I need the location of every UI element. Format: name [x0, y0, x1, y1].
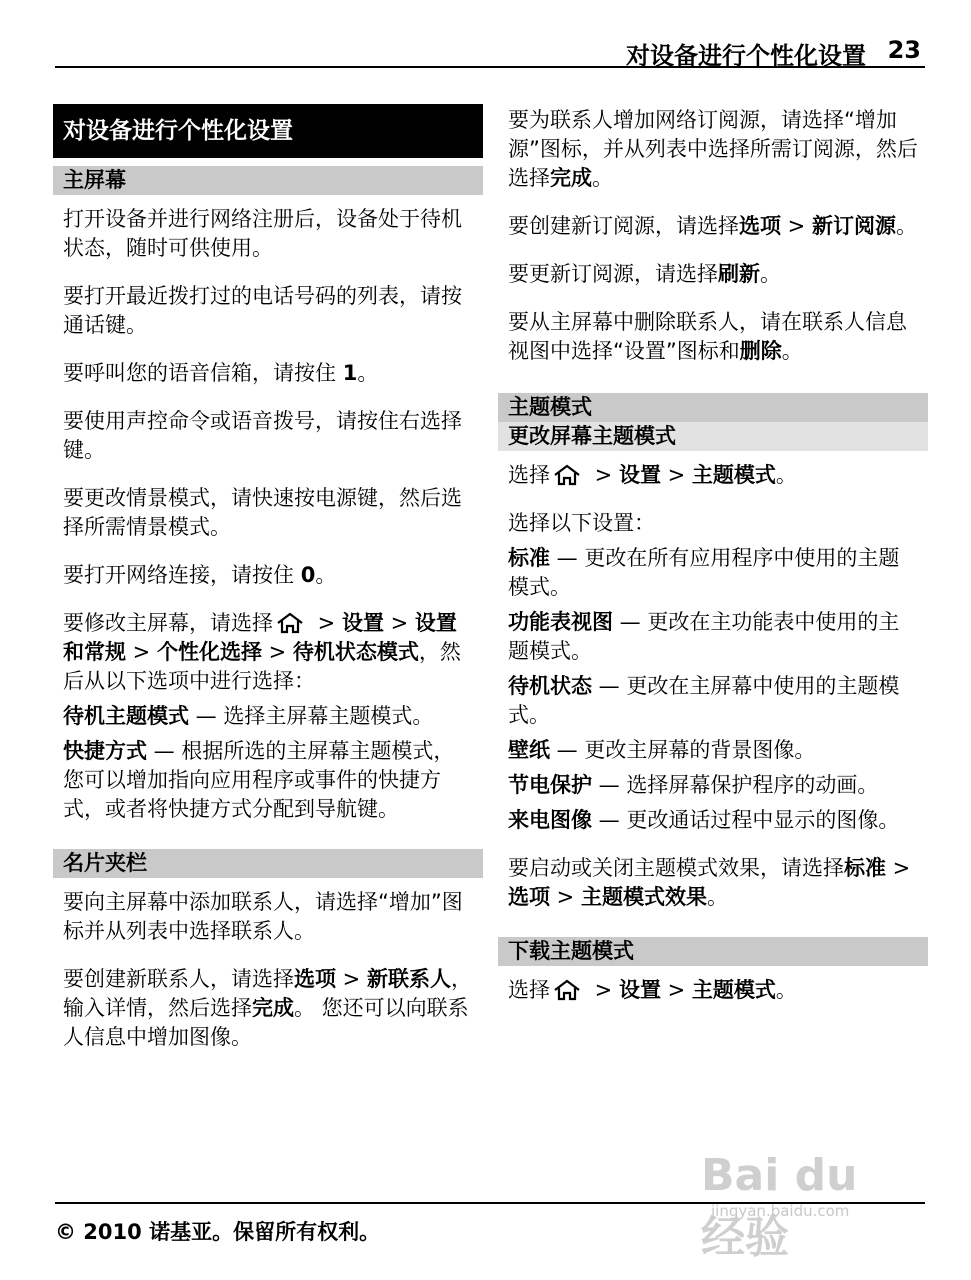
subheading-change-theme: 更改屏幕主题模式 — [498, 422, 928, 451]
watermark-url: jingyan.baidu.com — [711, 1202, 850, 1220]
section-heading-home-screen: 主屏幕 — [53, 166, 483, 195]
paragraph: 要打开最近拨打过的电话号码的列表，请按通话键。 — [63, 284, 462, 337]
option-item: 待机主题模式 — 选择主屏幕主题模式。 — [63, 704, 434, 728]
page-header-title: 对设备进行个性化设置 — [626, 42, 866, 70]
option-item: 壁纸 — 更改主屏幕的背景图像。 — [508, 738, 816, 762]
home-icon — [275, 612, 305, 634]
paragraph: 选择以下设置： — [508, 511, 655, 535]
option-item: 功能表视图 — 更改在主功能表中使用的主题模式。 — [508, 610, 900, 663]
left-column — [53, 104, 483, 1071]
page-number: 23 — [887, 36, 921, 64]
home-icon — [552, 464, 582, 486]
option-item: 快捷方式 — 根据所选的主屏幕主题模式，您可以增加指向应用程序或事件的快捷方式，或者将快捷方式分配到导航键。 — [63, 739, 455, 821]
paragraph: 选择 > 设置 > 主题模式。 — [508, 463, 797, 487]
footer-copyright: © 2010 诺基亚。保留所有权利。 — [55, 1220, 381, 1244]
section-heading-contacts-bar: 名片夹栏 — [53, 849, 483, 878]
paragraph: 要呼叫您的语音信箱，请按住 1。 — [63, 361, 379, 385]
paragraph: 要从主屏幕中删除联系人，请在联系人信息视图中选择“设置”图标和删除。 — [508, 310, 907, 363]
header-rule — [55, 66, 925, 68]
paragraph: 要为联系人增加网络订阅源，请选择“增加源”图标，并从列表中选择所需订阅源，然后选择完成。 — [508, 108, 918, 190]
home-icon — [552, 979, 582, 1001]
section-heading-download-themes: 下载主题模式 — [498, 937, 928, 966]
baidu-watermark — [701, 1140, 911, 1263]
paragraph: 要创建新联系人，请选择选项 > 新联系人，输入详情，然后选择完成。 您还可以向联系人信息中增加图像。 — [63, 967, 472, 1049]
paragraph: 要修改主屏幕，请选择 > 设置 > 设置和常规 > 个性化选择 > 待机状态模式，然后从以下选项中进行选择： — [63, 611, 461, 693]
section-heading-themes: 主题模式 — [498, 393, 928, 422]
paragraph: 要创建新订阅源，请选择选项 > 新订阅源。 — [508, 214, 917, 238]
paragraph: 要使用声控命令或语音拨号，请按住右选择键。 — [63, 409, 462, 462]
chapter-title: 对设备进行个性化设置 — [53, 104, 483, 158]
paragraph: 要更改情景模式，请快速按电源键，然后选择所需情景模式。 — [63, 486, 462, 539]
paragraph: 要更新订阅源，请选择刷新。 — [508, 262, 781, 286]
paragraph: 选择 > 设置 > 主题模式。 — [508, 978, 797, 1002]
paragraph: 打开设备并进行网络注册后，设备处于待机状态，随时可供使用。 — [63, 207, 462, 260]
footer-rule — [55, 1202, 925, 1204]
option-item: 节电保护 — 选择屏幕保护程序的动画。 — [508, 773, 879, 797]
paragraph: 要打开网络连接，请按住 0。 — [63, 563, 337, 587]
paragraph: 要启动或关闭主题模式效果，请选择标准 > 选项 > 主题模式效果。 — [508, 856, 911, 909]
option-item: 标准 — 更改在所有应用程序中使用的主题模式。 — [508, 546, 900, 599]
option-item: 来电图像 — 更改通话过程中显示的图像。 — [508, 808, 900, 832]
right-column — [498, 106, 928, 1024]
paragraph: 要向主屏幕中添加联系人，请选择“增加”图标并从列表中选择联系人。 — [63, 890, 463, 943]
watermark-brand: Bai du 经验 — [701, 1150, 858, 1263]
option-item: 待机状态 — 更改在主屏幕中使用的主题模式。 — [508, 674, 900, 727]
